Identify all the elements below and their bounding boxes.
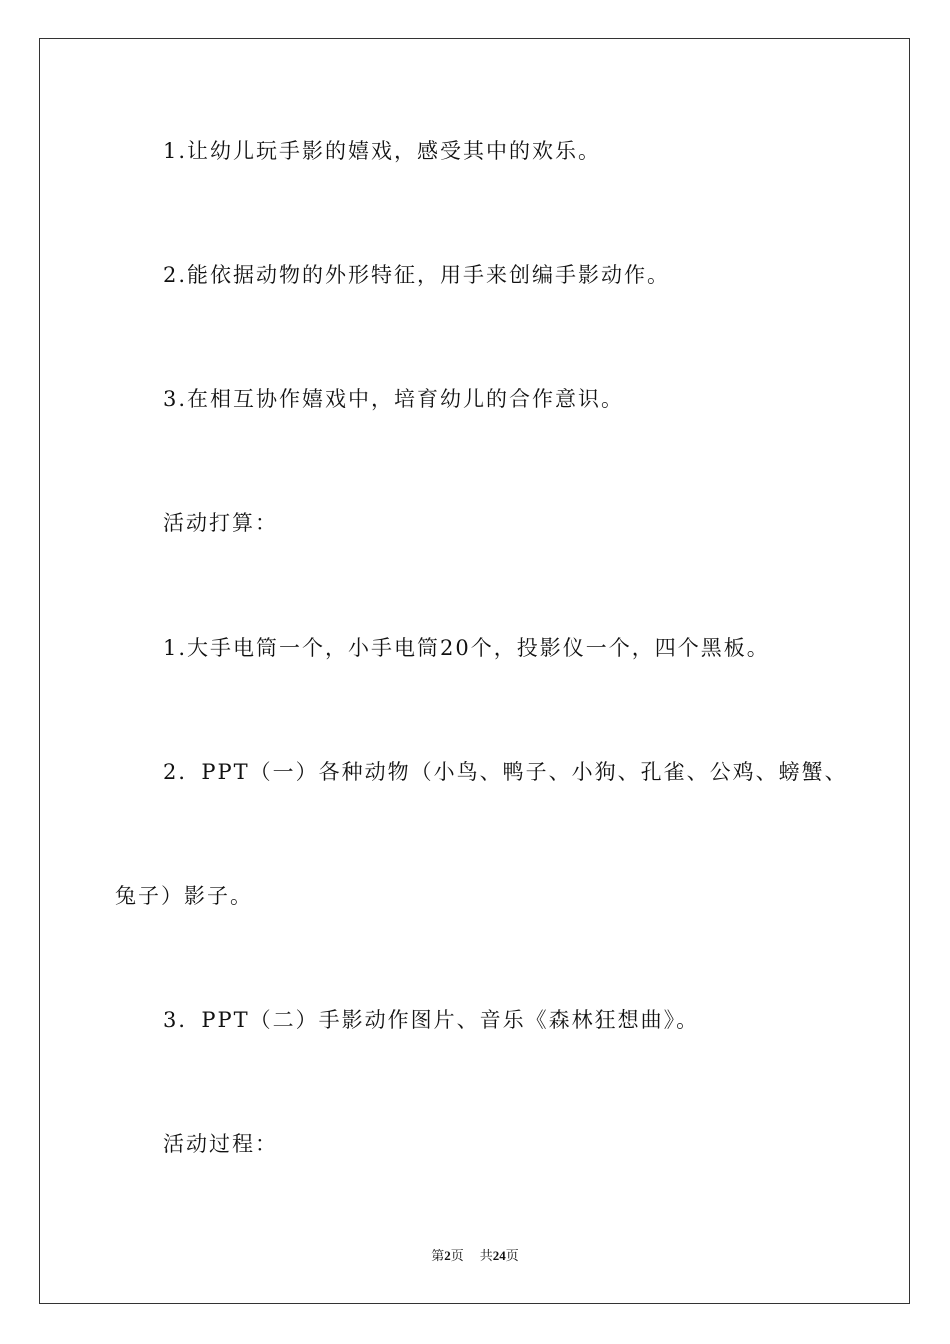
section-heading-process: 活动过程： <box>163 1132 278 1156</box>
footer-page-current: 2 <box>444 1248 451 1263</box>
paragraph-goal-1: 1.让幼儿玩手影的嬉戏，感受其中的欢乐。 <box>163 139 602 163</box>
paragraph-goal-3: 3.在相互协作嬉戏中，培育幼儿的合作意识。 <box>163 387 625 411</box>
footer-total-suffix: 页 <box>505 1249 519 1264</box>
footer-page-total: 24 <box>492 1248 506 1263</box>
paragraph-goal-2: 2.能依据动物的外形特征，用手来创编手影动作。 <box>163 263 671 287</box>
footer-total-prefix: 共 <box>479 1249 493 1264</box>
footer-page-prefix: 第 <box>431 1249 445 1264</box>
paragraph-prep-1: 1.大手电筒一个，小手电筒20个，投影仪一个，四个黑板。 <box>163 636 770 660</box>
paragraph-prep-2-continuation: 兔子）影子。 <box>115 884 253 908</box>
paragraph-prep-3: 3．PPT（二）手影动作图片、音乐《森林狂想曲》。 <box>163 1008 700 1032</box>
paragraph-prep-2: 2．PPT（一）各种动物（小鸟、鸭子、小狗、孔雀、公鸡、螃蟹、 <box>163 760 848 784</box>
page-border <box>39 38 910 1304</box>
footer-page-suffix: 页 <box>450 1249 464 1264</box>
section-heading-preparation: 活动打算： <box>163 511 278 535</box>
page-footer <box>0 1245 950 1264</box>
